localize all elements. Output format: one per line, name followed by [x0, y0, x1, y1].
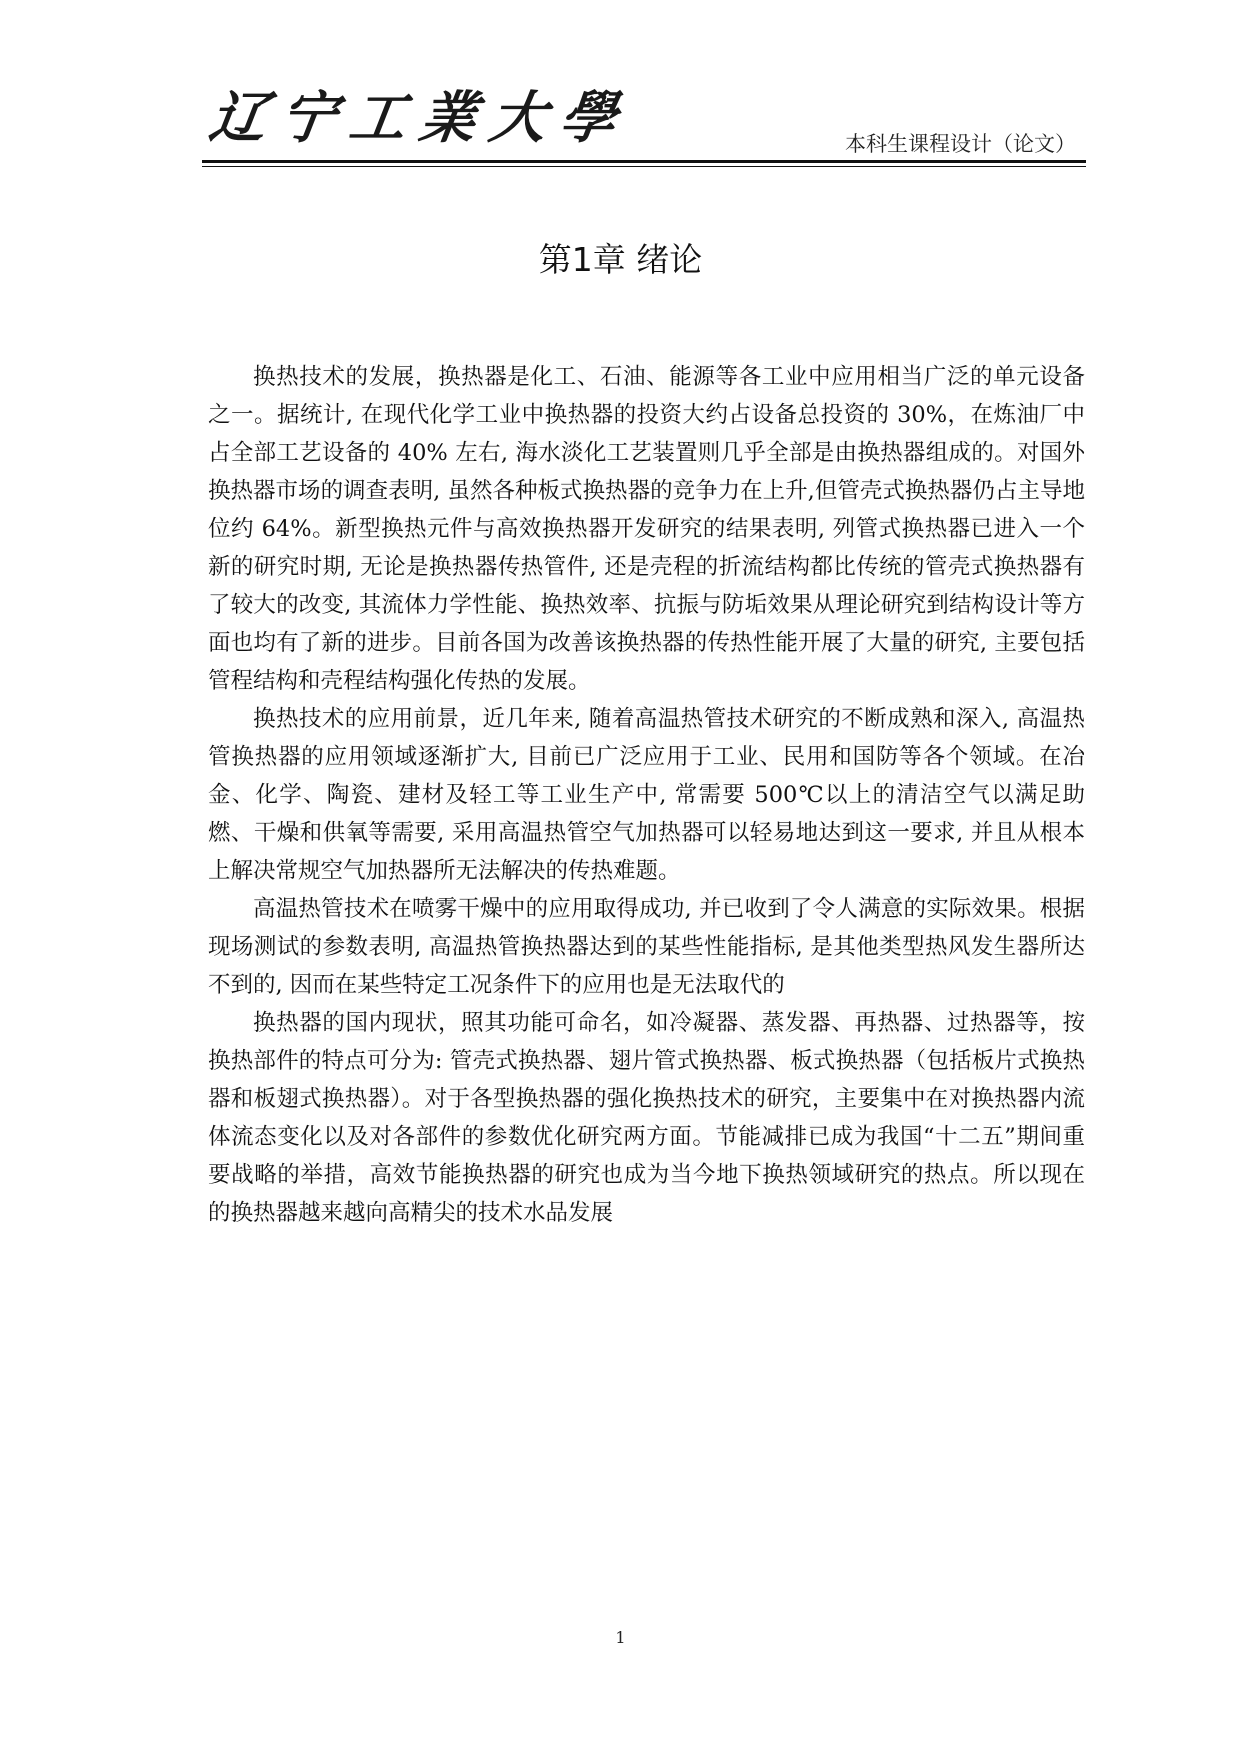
header-rule-thin — [202, 166, 1086, 167]
body-text — [208, 358, 1085, 1232]
header-document-type: 本科生课程设计（论文） — [845, 132, 1076, 156]
header-rule-thick — [202, 160, 1086, 163]
paragraph-3: 高温热管技术在喷雾干燥中的应用取得成功, 并已收到了令人满意的实际效果。根据现场测试的参数表明, 高温热管换热器达到的某些性能指标, 是其他类型热风发生器所达不到的, 因而在某些特定工况条件下的应用也是无法取代的 — [208, 896, 1085, 998]
paragraph-2: 换热技术的应用前景，近几年来, 随着高温热管技术研究的不断成熟和深入, 高温热管换热器的应用领域逐渐扩大, 目前已广泛应用于工业、民用和国防等各个领域。在冶金、化学、陶瓷、建材及轻工等工业生产中, 常需要 500℃以上的清洁空气以满足助燃、干燥和供氧等需要, 采用高温热管空气加热器可以轻易地达到这一要求, 并且从根本上解决常规空气加热器所无法解决的传热难题。 — [208, 706, 1085, 884]
paragraph-1: 换热技术的发展，换热器是化工、石油、能源等各工业中应用相当广泛的单元设备之一。据统计, 在现代化学工业中换热器的投资大约占设备总投资的 30%，在炼油厂中占全部工艺设备的 40% 左右, 海水淡化工艺装置则几乎全部是由换热器组成的。对国外换热器市场的调查表明, 虽然各种板式换热器的竞争力在上升,但管壳式换热器仍占主导地位约 64%。新型换热元件与高效换热器开发研究的结果表明, 列管式换热器已进入一个新的研究时期, 无论是换热器传热管件, 还是壳程的折流结构都比传统的管壳式换热器有了较大的改变, 其流体力学性能、换热效率、抗振与防垢效果从理论研究到结构设计等方面也均有了新的进步。目前各国为改善该换热器的传热性能开展了大量的研究, 主要包括管程结构和壳程结构强化传热的发展。 — [208, 364, 1085, 694]
chapter-title: 第1章 绪论 — [538, 240, 703, 279]
page-header — [202, 82, 1086, 168]
page-number: 1 — [615, 1628, 626, 1647]
university-logo: 辽宁工業大學 — [205, 85, 635, 151]
paragraph-4: 换热器的国内现状，照其功能可命名，如冷凝器、蒸发器、再热器、过热器等，按换热部件的特点可分为: 管壳式换热器、翅片管式换热器、板式换热器（包括板片式换热器和板翅式换热器）。对于各型换热器的强化换热技术的研究，主要集中在对换热器内流体流态变化以及对各部件的参数优化研究两方面。节能减排已成为我国“十二五”期间重要战略的举措，高效节能换热器的研究也成为当今地下换热领域研究的热点。所以现在的换热器越来越向高精尖的技术水品发展 — [208, 1010, 1086, 1226]
